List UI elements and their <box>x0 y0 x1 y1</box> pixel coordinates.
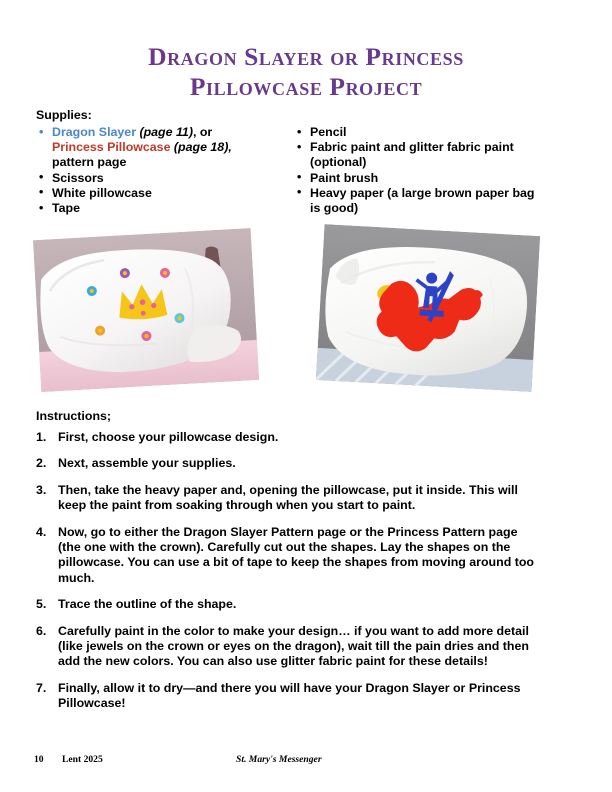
supply-label: Tape <box>52 201 80 216</box>
bullet-icon: • <box>297 185 302 200</box>
dragon-slayer-label: Dragon Slayer <box>52 125 140 139</box>
instruction-step <box>36 430 536 445</box>
supply-line-3: pattern page <box>52 155 127 170</box>
bullet-icon: • <box>297 170 302 185</box>
princess-pillowcase-illustration <box>33 228 259 392</box>
princess-pillowcase-label: Princess Pillowcase <box>52 140 174 155</box>
bullet-icon: • <box>39 185 44 200</box>
instructions-heading: Instructions; <box>36 409 112 423</box>
instruction-step <box>36 597 536 612</box>
page-title-line-2: Pillowcase Project <box>189 72 423 101</box>
step-number: 1. <box>36 430 47 444</box>
step-text: Next, assemble your supplies. <box>58 456 236 471</box>
step-number: 2. <box>36 456 47 471</box>
supply-line-1 <box>52 125 286 140</box>
supply-label: Paint brush <box>310 170 379 185</box>
page-title <box>0 42 612 102</box>
instruction-step <box>36 624 536 670</box>
step-text: Carefully paint in the color to make your design… if you want to add more detail (like jewels on the crown or eyes on the dragon), wait till the pain dries and then add the new colors. You can also use glitter fabric paint for these details! <box>58 623 529 669</box>
supply-label: Pencil <box>310 125 347 139</box>
bullet-icon: • <box>39 170 44 185</box>
bullet-icon: • <box>39 200 44 215</box>
photo-row <box>0 222 612 404</box>
list-item <box>294 171 544 186</box>
bullet-icon: • <box>297 139 302 154</box>
princess-pillowcase-photo <box>33 228 259 392</box>
list-item <box>294 140 544 170</box>
step-number: 4. <box>36 524 47 539</box>
instruction-step <box>36 525 536 587</box>
step-number: 7. <box>36 680 47 695</box>
step-text: Now, go to either the Dragon Slayer Pattern page or the Princess Pattern page (the one with the crown). Carefully cut out the shapes. Lay the shapes on the pillowcase. You can use a bit of tape to keep the shapes from moving around too much. <box>58 524 534 585</box>
princess-page-ref: (page 18), <box>173 140 232 155</box>
supplies-list-right <box>294 125 544 216</box>
supply-conjunction: , or <box>192 125 213 139</box>
supply-label: Fabric paint and glitter fabric paint (optional) <box>310 140 514 170</box>
bullet-icon: • <box>39 124 44 139</box>
footer-season: Lent 2025 <box>62 754 103 765</box>
supply-label: Scissors <box>52 170 104 185</box>
instructions-list <box>36 430 536 723</box>
supply-label: Heavy paper (a large brown paper bag is good) <box>310 185 535 216</box>
list-item <box>36 201 286 216</box>
instruction-step <box>36 456 536 471</box>
page-title-line-1: Dragon Slayer or Princess <box>148 42 464 71</box>
instruction-step <box>36 681 536 712</box>
step-text: First, choose your pillowcase design. <box>58 430 279 444</box>
dragon-slayer-pillowcase-photo <box>316 224 540 392</box>
instruction-step <box>36 483 536 514</box>
supplies-heading: Supplies: <box>36 108 92 122</box>
bullet-icon: • <box>297 124 302 139</box>
step-number: 5. <box>36 597 47 612</box>
supply-label: White pillowcase <box>52 185 152 200</box>
dragon-slayer-page-ref: (page 11) <box>139 125 193 139</box>
step-text: Then, take the heavy paper and, opening the pillowcase, put it inside. This will keep the paint from soaking through when you start to paint. <box>58 482 518 513</box>
supplies-list-left <box>36 125 286 216</box>
list-item <box>294 186 544 216</box>
footer-publication-title: St. Mary's Messenger <box>236 754 322 765</box>
list-item <box>36 186 286 201</box>
footer-page-number: 10 <box>34 754 44 765</box>
page-footer <box>0 754 612 768</box>
list-item <box>36 171 286 186</box>
list-item <box>36 125 286 171</box>
step-text: Finally, allow it to dry—and there you will have your Dragon Slayer or Princess Pillowcase! <box>58 680 521 711</box>
step-text: Trace the outline of the shape. <box>58 597 237 612</box>
list-item <box>294 125 544 140</box>
step-number: 6. <box>36 623 47 638</box>
step-number: 3. <box>36 482 47 497</box>
supply-line-2 <box>52 140 286 155</box>
dragon-slayer-illustration <box>316 224 540 392</box>
